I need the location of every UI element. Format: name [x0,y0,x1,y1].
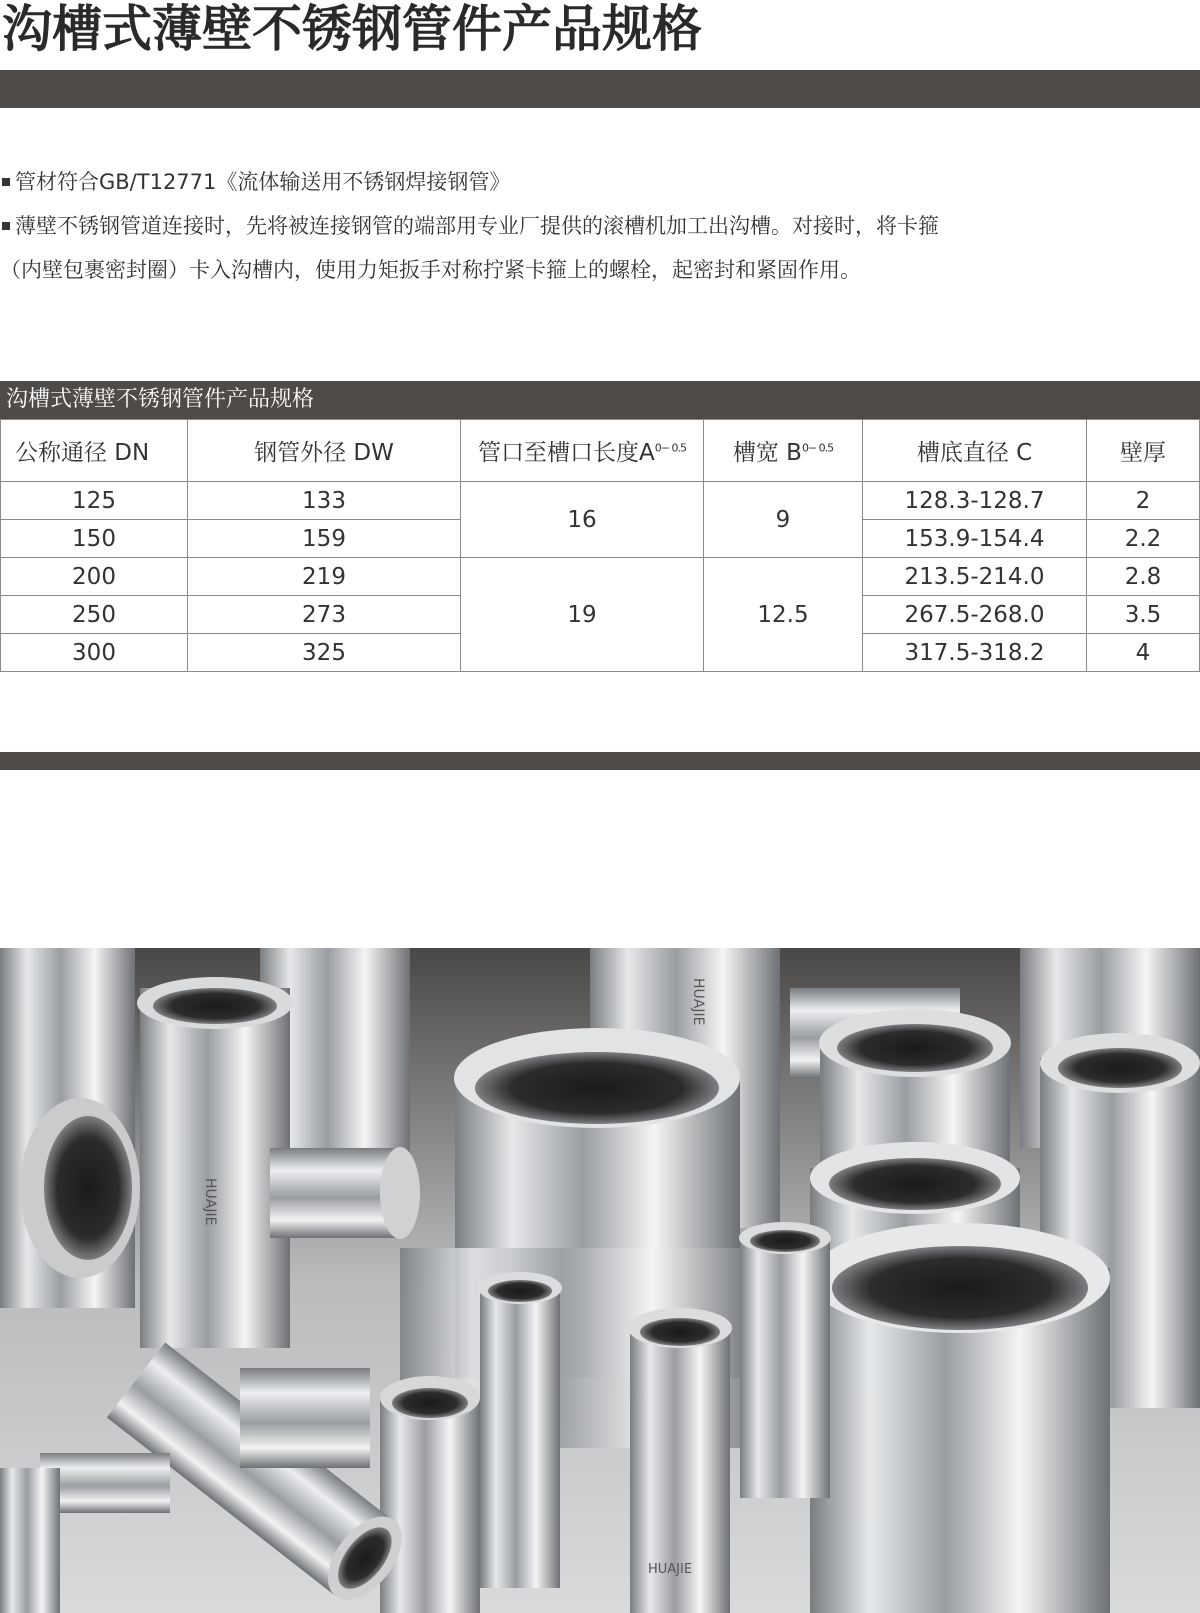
cell-thickness: 4 [1087,634,1200,672]
bullet-icon [2,178,10,186]
cell-dw: 219 [188,558,461,596]
cell-c: 317.5-318.2 [863,634,1087,672]
col-header-a [461,420,704,482]
cell-thickness: 2.2 [1087,520,1200,558]
intro-text-1: 管材符合GB/T12771《流体输送用不锈钢焊接钢管》 [15,170,511,194]
cell-dw: 159 [188,520,461,558]
cell-c: 128.3-128.7 [863,482,1087,520]
title-divider-bar [0,70,1200,108]
product-photo [0,948,1200,1613]
cell-dn: 250 [1,596,188,634]
cell-c: 213.5-214.0 [863,558,1087,596]
cell-c: 153.9-154.4 [863,520,1087,558]
bullet-icon [2,222,10,230]
cell-thickness: 2.8 [1087,558,1200,596]
col-header-c: 槽底直径 C [863,420,1087,482]
cell-dn: 125 [1,482,188,520]
cell-a: 19 [461,558,704,672]
col-header-dw: 钢管外径 DW [188,420,461,482]
cell-dw: 133 [188,482,461,520]
table-row [1,482,1200,520]
intro-line-2 [0,204,1200,248]
col-header-thickness: 壁厚 [1087,420,1200,482]
spec-table-head-row [1,420,1200,482]
intro-text-2: 薄壁不锈钢管道连接时，先将被连接钢管的端部用专业厂提供的滚槽机加工出沟槽。对接时，将卡箍 [15,214,939,238]
brand-mark: HUAJIE [690,978,706,1026]
cell-thickness: 2 [1087,482,1200,520]
cell-thickness: 3.5 [1087,596,1200,634]
cell-dn: 200 [1,558,188,596]
brand-mark: HUAJIE [648,1562,693,1577]
col-header-a-label: 管口至槽口长度A [478,440,655,466]
cell-a: 16 [461,482,704,558]
tolerance-b: 0− 0.5 [801,441,834,455]
intro-line-1 [0,160,1200,204]
intro-text-3: （内壁包裹密封圈）卡入沟槽内，使用力矩扳手对称拧紧卡箍上的螺栓，起密封和紧固作用。 [0,258,861,282]
cell-dn: 300 [1,634,188,672]
col-header-dn: 公称通径 DN [1,420,188,482]
cell-b: 12.5 [704,558,863,672]
spec-table-header [0,381,1200,419]
table-row [1,558,1200,596]
brand-mark: HUAJIE [202,1178,218,1226]
pipe-fittings-illustration [0,948,1200,1613]
spec-table [0,419,1200,672]
section-divider-bar [0,752,1200,770]
page-title: 沟槽式薄壁不锈钢管件产品规格 [2,0,702,58]
tolerance-a: 0− 0.5 [654,441,686,455]
cell-c: 267.5-268.0 [863,596,1087,634]
intro-section [0,160,1200,292]
col-header-b [704,420,863,482]
intro-line-3 [0,248,1200,292]
cell-b: 9 [704,482,863,558]
cell-dn: 150 [1,520,188,558]
cell-dw: 273 [188,596,461,634]
cell-dw: 325 [188,634,461,672]
spec-table-title: 沟槽式薄壁不锈钢管件产品规格 [6,387,315,412]
col-header-b-label: 槽宽 B [732,440,802,466]
